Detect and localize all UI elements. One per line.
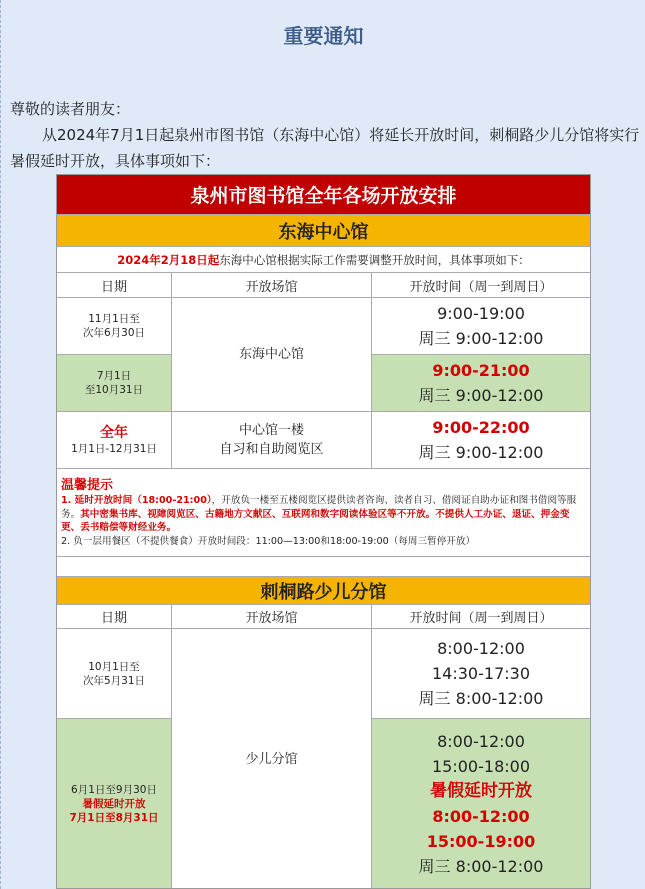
donghai-note <box>57 247 590 273</box>
section-citong: 刺桐路少儿分馆 <box>57 577 590 605</box>
date-cell <box>57 355 172 411</box>
venue-line: 自习和自助阅览区 <box>219 442 324 457</box>
section-donghai: 东海中心馆 <box>57 215 590 247</box>
venue-cell <box>172 412 372 468</box>
date-line: 11月1日至 <box>88 313 140 325</box>
citong-header-row <box>57 605 590 629</box>
header-date: 日期 <box>57 273 172 297</box>
venue-line: 中心馆一楼 <box>238 423 304 438</box>
greeting: 尊敬的读者朋友： <box>10 100 131 118</box>
time-line: 8:00-12:00 <box>437 639 525 658</box>
spacer-row <box>57 557 590 577</box>
table-row <box>57 412 590 469</box>
time-line: 周三 9:00-12:00 <box>418 329 544 348</box>
time-line: 9:00-21:00 <box>432 361 530 380</box>
time-line: 15:00-19:00 <box>426 832 536 851</box>
tips-item-1 <box>61 494 586 535</box>
date-cell <box>57 719 172 889</box>
donghai-header-row <box>57 273 590 298</box>
header-venue: 开放场馆 <box>172 273 372 297</box>
date-line: 暑假延时开放 <box>82 798 146 810</box>
time-line: 周三 8:00-12:00 <box>418 857 544 876</box>
venue-donghai: 东海中心馆 <box>172 298 372 412</box>
tips-item-2: 2. 负一层用餐区（不提供餐食）开放时间段：11:00—13:00和18:00-19:00（每周三暂停开放） <box>61 535 476 547</box>
date-line: 至10月31日 <box>84 384 144 396</box>
time-cell <box>372 412 590 468</box>
tips-highlight: 其中密集书库、视障阅览区、古籍地方文献区、互联网和数字阅读体验区等不开放。不提供人工办证、退证、押金变更、丢书赔偿等财经业务。 <box>61 508 570 533</box>
date-line: 10月1日至 <box>88 660 140 673</box>
time-cell <box>372 355 590 411</box>
date-line: 6月1日至9月30日 <box>71 784 157 796</box>
note-text: 东海中心馆根据实际工作需要调整开放时间，具体事项如下： <box>219 252 530 267</box>
note-date: 2024年2月18日起 <box>117 252 220 267</box>
time-line: 周三 9:00-12:00 <box>418 443 544 462</box>
time-cell <box>372 719 590 889</box>
header-time: 开放时间（周一到周日） <box>409 611 553 626</box>
time-cell <box>372 629 590 718</box>
table-banner: 泉州市图书馆全年各场开放安排 <box>57 175 590 215</box>
time-line: 周三 9:00-12:00 <box>418 386 544 405</box>
tips-title: 温馨提示 <box>61 478 114 493</box>
date-line: 次年5月31日 <box>82 674 146 687</box>
header-venue: 开放场馆 <box>172 605 372 628</box>
tips-box <box>57 469 590 557</box>
tips-highlight: 1. 延时开放时间（18:00-21:00） <box>61 495 212 506</box>
time-line: 14:30-17:30 <box>432 664 530 683</box>
time-line: 8:00-12:00 <box>437 732 525 751</box>
intro-paragraph <box>10 122 640 174</box>
header-date: 日期 <box>57 605 172 628</box>
date-line: 7月1日 <box>96 370 132 382</box>
time-line: 暑假延时开放 <box>430 781 532 801</box>
date-line: 7月1日至8月31日 <box>69 812 159 824</box>
time-line: 9:00-22:00 <box>432 418 530 437</box>
time-line: 8:00-12:00 <box>432 807 530 826</box>
time-line: 15:00-18:00 <box>432 757 530 776</box>
date-cell <box>57 298 172 354</box>
tips-text: ，开放负一楼至五楼阅览区提供读者咨询、读者自习、借阅证自助办证和图书借阅等服务。 <box>61 495 577 520</box>
date-line: 次年6月30日 <box>82 327 146 339</box>
date-cell <box>57 412 172 468</box>
page-title: 重要通知 <box>283 24 364 48</box>
schedule-table <box>56 174 591 889</box>
header-time: 开放时间（周一到周日） <box>409 279 553 295</box>
time-line: 周三 8:00-12:00 <box>418 689 544 708</box>
venue-children: 少儿分馆 <box>172 629 372 889</box>
time-cell <box>372 298 590 354</box>
date-line: 全年 <box>100 425 128 441</box>
intro-text: 从2024年7月1日起泉州市图书馆（东海中心馆）将延长开放时间，刺桐路少儿分馆将实行暑假延时开放，具体事项如下： <box>10 126 640 170</box>
time-line: 9:00-19:00 <box>437 304 525 323</box>
date-line: 1月1日-12月31日 <box>71 443 157 455</box>
date-cell <box>57 629 172 718</box>
